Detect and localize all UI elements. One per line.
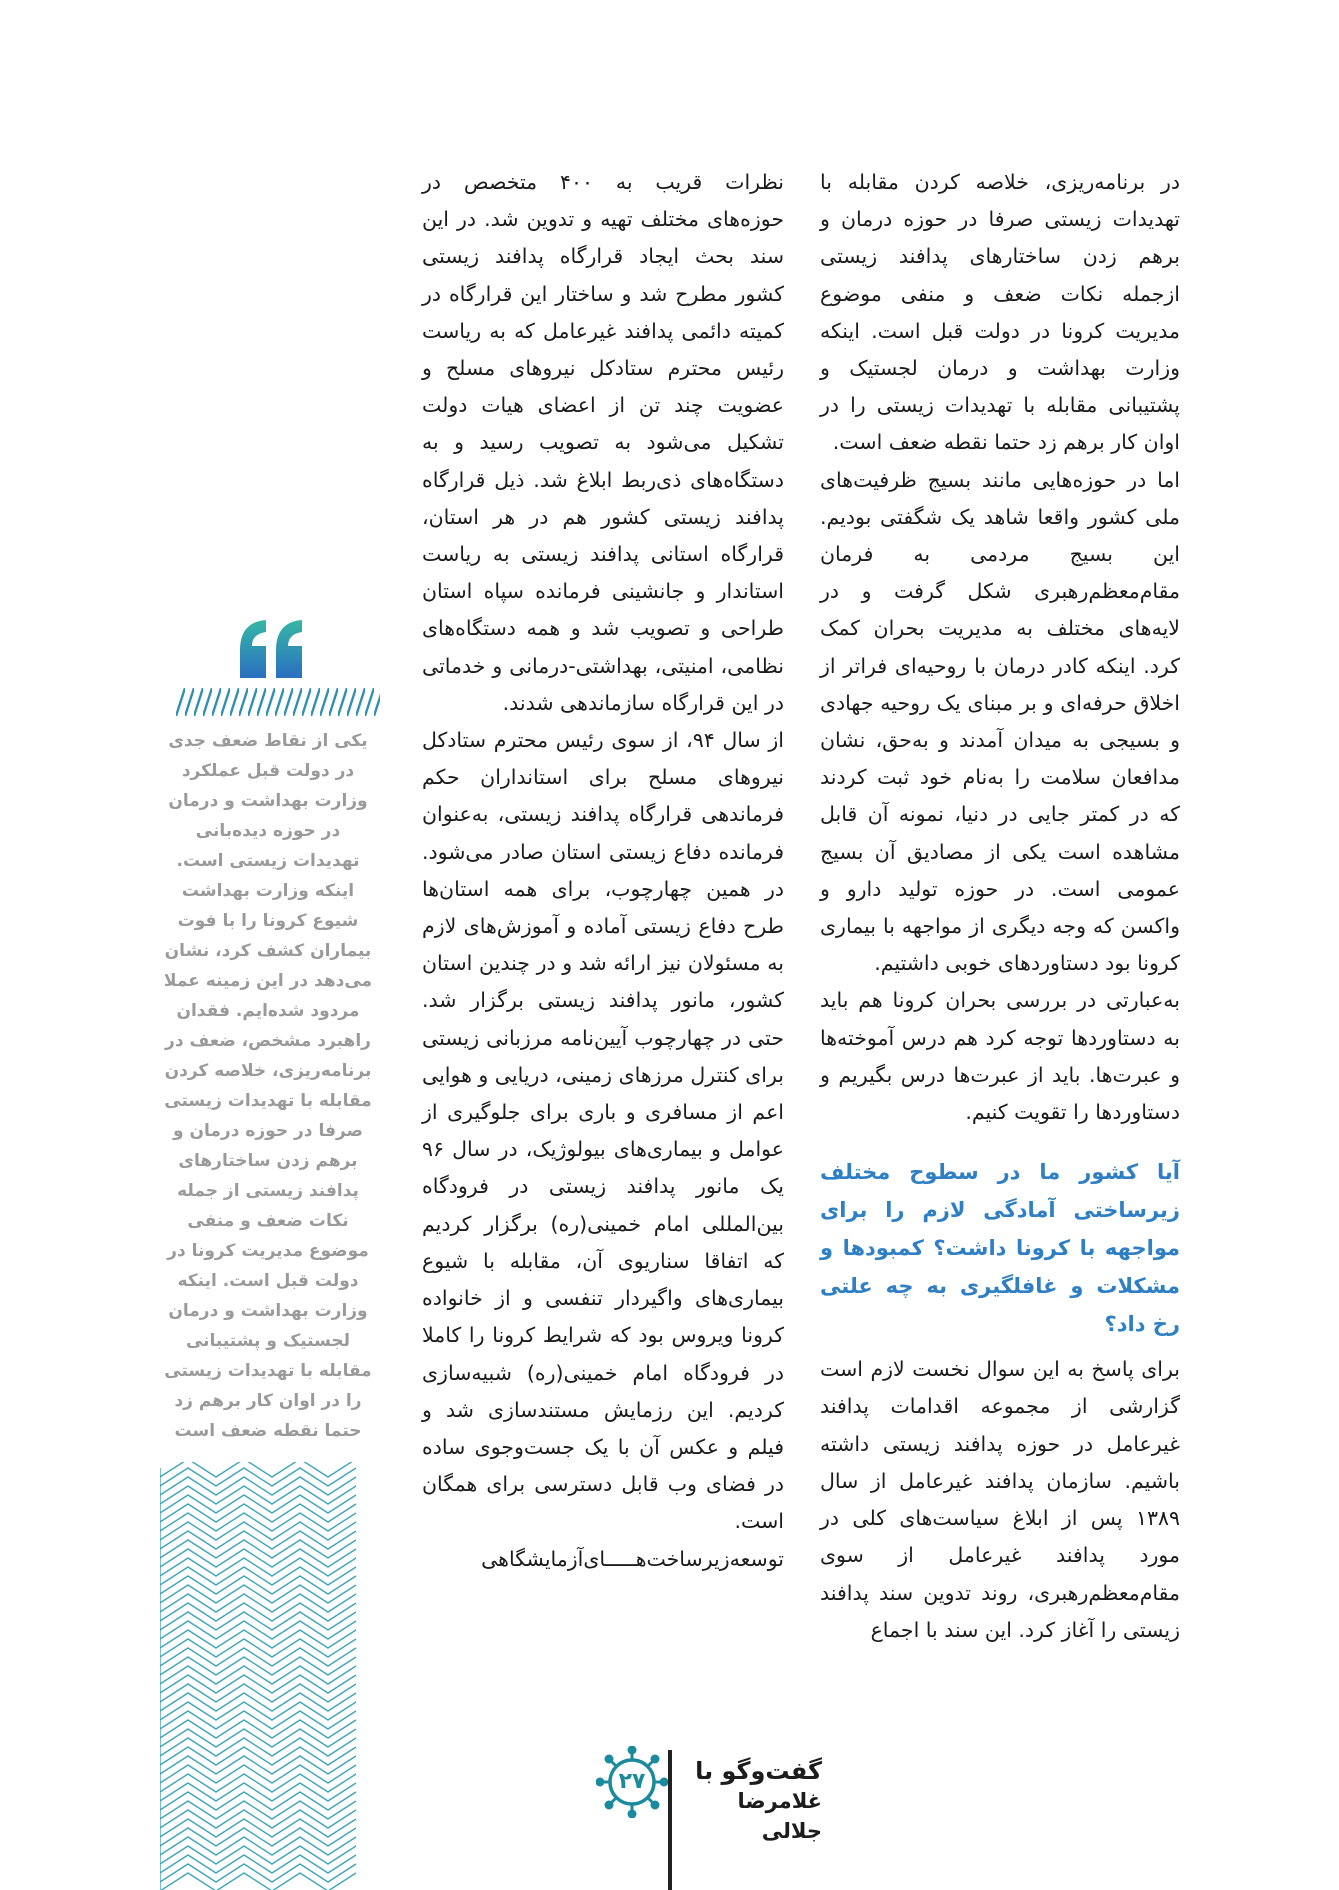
footer-title bbox=[682, 1756, 822, 1846]
zigzag-line bbox=[160, 1855, 356, 1873]
page-number-badge bbox=[596, 1746, 668, 1818]
footer-subtitle: غلامرضا جلالی bbox=[737, 1789, 822, 1843]
zigzag-line bbox=[160, 1774, 356, 1792]
zigzag-line bbox=[160, 1585, 356, 1603]
zigzag-line bbox=[160, 1720, 356, 1738]
zigzag-line bbox=[160, 1846, 356, 1864]
zigzag-line bbox=[160, 1513, 356, 1531]
zigzag-line bbox=[160, 1693, 356, 1711]
zigzag-line bbox=[160, 1567, 356, 1585]
paragraph: به‌عبارتی در بررسی بحران کرونا هم باید به دستاوردها توجه کرد هم درس آموخته‌ها و عبرت‌ها. باید از عبرت‌ها درس بگیریم و دستاوردها را تقویت کنیم. bbox=[820, 988, 1180, 1125]
zigzag-decoration bbox=[160, 1462, 372, 1890]
zigzag-line bbox=[160, 1810, 356, 1828]
zigzag-line bbox=[160, 1522, 356, 1540]
zigzag-line bbox=[160, 1468, 356, 1486]
paragraph: نظرات قریب به ۴۰۰ متخصص در حوزه‌های مختلف تهیه و تدوین شد. در این سند بحث ایجاد قرارگاه پدافند زیستی کشور مطرح شد و ساختار این قرارگاه در کمیته دائمی پدافند غیرعامل که به ریاست رئیس محترم ستادکل نیروهای مسلح و عضویت چند تن از اعضای هیات دولت تشکیل می‌شود به تصویب رسید و به دستگاه‌های ذی‌ربط ابلاغ شد. ذیل قرارگاه پدافند زیستی کشور هم در هر استان، قرارگاه استانی پدافند زیستی به ریاست استاندار و جانشینی فرمانده سپاه استان طراحی و تصویب شد و همه دستگاه‌های نظامی، امنیتی، بهداشتی-درمانی و خدماتی در این قرارگاه سازماندهی شدند. bbox=[422, 170, 784, 715]
zigzag-line bbox=[160, 1765, 356, 1783]
zigzag-line bbox=[160, 1702, 356, 1720]
hatch-divider bbox=[176, 688, 380, 716]
page-number: ۲۷ bbox=[618, 1769, 646, 1794]
zigzag-line bbox=[160, 1558, 356, 1576]
zigzag-line bbox=[160, 1603, 356, 1621]
paragraph: برای پاسخ به این سوال نخست لازم است گزارشی از مجموعه اقدامات پدافند غیرعامل در حوزه پدافند زیستی داشته باشیم. سازمان پدافند غیرعامل از سال ۱۳۸۹ پس از ابلاغ سیاست‌های کلی در مورد پدافند غیرعامل از سوی مقام‌معظم‌رهبری، روند تدوین سند پدافند زیستی را آغاز کرد. این سند با اجماع bbox=[820, 1357, 1180, 1642]
paragraph: اما در حوزه‌هایی مانند بسیج ظرفیت‌های ملی کشور واقعا شاهد یک شگفتی بودیم. این بسیج مردمی به فرمان مقام‌معظم‌رهبری شکل گرفت و در لایه‌های مختلف به مدیریت بحران کمک کرد. اینکه کادر درمان با روحیه‌ای فراتر از اخلاق حرفه‌ای و بر مبنای یک روحیه جهادی و بسیجی به میدان آمدند و به‌حق، نشان مدافعان سلامت را به‌نام خود ثبت کردند که در کمتر جایی در دنیا، نمونه آن قابل مشاهده است یکی از مصادیق آن بسیج عمومی است. در حوزه تولید دارو و واکسن که وجه دیگری از مواجهه با بیماری کرونا بود دستاوردهای خوبی داشتیم. bbox=[820, 467, 1180, 976]
zigzag-line bbox=[160, 1612, 356, 1630]
zigzag-line bbox=[160, 1864, 356, 1882]
zigzag-line bbox=[160, 1504, 356, 1522]
zigzag-line bbox=[160, 1729, 356, 1747]
article-column-right bbox=[820, 164, 1180, 1649]
zigzag-line bbox=[160, 1819, 356, 1837]
zigzag-line bbox=[160, 1738, 356, 1756]
zigzag-line bbox=[160, 1549, 356, 1567]
zigzag-line bbox=[160, 1639, 356, 1657]
zigzag-line bbox=[160, 1828, 356, 1846]
paragraph: در برنامه‌ریزی، خلاصه کردن مقابله با تهدیدات زیستی صرفا در حوزه درمان و برهم زدن ساختارهای پدافند زیستی ازجمله نکات ضعف و منفی موضوع مدیریت کرونا در دولت قبل است. اینکه وزارت بهداشت و درمان لجستیک و پشتیبانی مقابله با تهدیدات زیستی را در اوان کار برهم زد حتما نقطه ضعف است. bbox=[820, 170, 1180, 455]
zigzag-line bbox=[160, 1594, 356, 1612]
zigzag-line bbox=[160, 1576, 356, 1594]
zigzag-line bbox=[160, 1477, 356, 1495]
zigzag-line bbox=[160, 1621, 356, 1639]
footer-title-text: گفت‌وگو با bbox=[695, 1757, 822, 1785]
zigzag-line bbox=[160, 1837, 356, 1855]
zigzag-line bbox=[160, 1792, 356, 1810]
zigzag-line bbox=[160, 1648, 356, 1666]
zigzag-line bbox=[160, 1630, 356, 1648]
paragraph: توسعه‌زیرساخت‌هـــــای‌آزمایشگاهی bbox=[481, 1546, 784, 1571]
zigzag-line bbox=[160, 1666, 356, 1684]
zigzag-line bbox=[160, 1657, 356, 1675]
zigzag-line bbox=[160, 1747, 356, 1765]
zigzag-line bbox=[160, 1495, 356, 1513]
zigzag-line bbox=[160, 1801, 356, 1819]
zigzag-line bbox=[160, 1783, 356, 1801]
article-column-middle bbox=[422, 164, 784, 1578]
interview-question: آیا کشور ما در سطوح مختلف زیرساختی آمادگی لازم را برای مواجهه با کرونا داشت؟ کمبودها و مشکلات و غافلگیری به چه علتی رخ داد؟ bbox=[820, 1160, 1180, 1337]
zigzag-line bbox=[160, 1684, 356, 1702]
zigzag-line bbox=[160, 1540, 356, 1558]
zigzag-line bbox=[160, 1531, 356, 1549]
zigzag-line bbox=[160, 1486, 356, 1504]
zigzag-line bbox=[160, 1675, 356, 1693]
footer-divider bbox=[668, 1750, 672, 1890]
pull-quote: یکی از نقاط ضعف جدی در دولت قبل عملکرد وزارت بهداشت و درمان در حوزه دیده‌بانی تهدیدات زیستی است. اینکه وزارت بهداشت شیوع کرونا را با فوت بیماران کشف کرد، نشان می‌دهد در این زمینه عملا مردود شده‌ایم. فقدان راهبرد مشخص، ضعف در برنامه‌ریزی، خلاصه کردن مقابله با تهدیدات زیستی صرفا در حوزه درمان و برهم زدن ساختارهای پدافند زیستی از جمله نکات ضعف و منفی موضوع مدیریت کرونا در دولت قبل است. اینکه وزارت بهداشت و درمان لجستیک و پشتیبانی مقابله با تهدیدات زیستی را در اوان کار برهم زد حتما نقطه ضعف است bbox=[163, 731, 373, 1441]
paragraph: از سال ۹۴، از سوی رئیس محترم ستادکل نیروهای مسلح برای استانداران حکم فرماندهی قرارگاه پدافند زیستی، به‌عنوان فرمانده دفاع زیستی استان صادر می‌شود. در همین چهارچوب، برای همه استان‌ها طرح دفاع زیستی آماده و آموزش‌های لازم به مسئولان نیز ارائه شد و در چندین استان کشور، مانور پدافند زیستی برگزار شد. حتی در چهارچوب آیین‌نامه مرزبانی زیستی برای کنترل مرزهای زمینی، دریایی و هوایی اعم از مسافری و باری برای جلوگیری از عوامل و بیماری‌های بیولوژیک، در سال ۹۶ یک مانور پدافند زیستی در فرودگاه بین‌المللی امام خمینی(ره) برگزار کردیم که اتفاقا سناریوی آن، مقابله با شیوع بیماری‌های واگیردار تنفسی و از خانواده کرونا ویروس بود که شرایط کرونا را کاملا در فرودگاه امام خمینی(ره) شبیه‌سازی کردیم. این رزمایش مستندسازی شد و فیلم و عکس آن با یک جست‌وجوی ساده در فضای وب قابل دسترسی برای همگان است. bbox=[421, 728, 784, 1534]
zigzag-line bbox=[160, 1711, 356, 1729]
quote-mark-icon bbox=[236, 618, 306, 680]
zigzag-line bbox=[160, 1756, 356, 1774]
